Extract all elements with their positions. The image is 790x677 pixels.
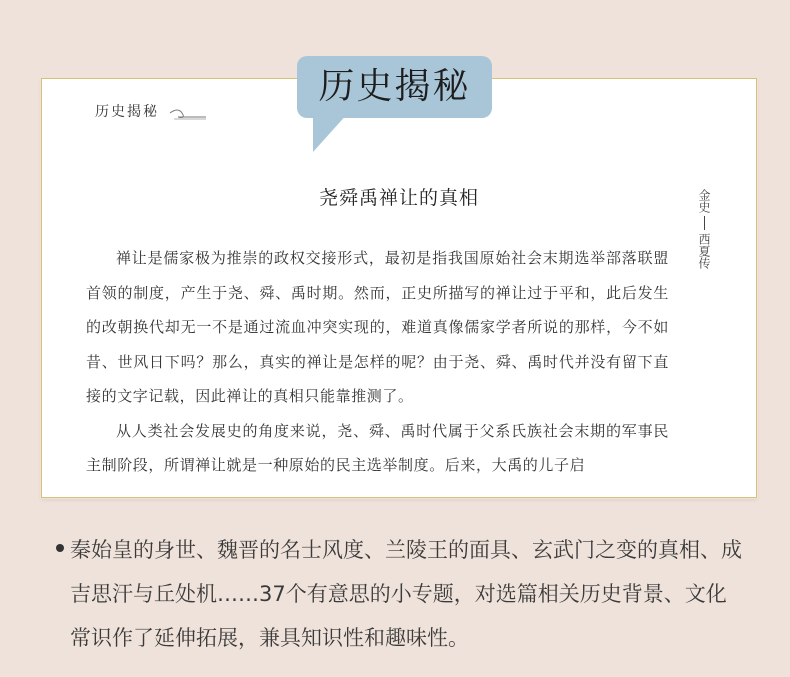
bubble-label: 历史揭秘 — [318, 66, 471, 107]
side-divider — [704, 216, 705, 230]
bullet-icon — [56, 544, 64, 552]
caption-text: 秦始皇的身世、魏晋的名士风度、兰陵王的面具、玄武门之变的真相、成吉思汗与丘处机……37个有意思的小专题，对选篇相关历史背景、文化常识作了延伸拓展，兼具知识性和趣味性。 — [70, 538, 742, 650]
side-book-name: 金史 — [697, 189, 711, 213]
side-source — [693, 189, 715, 269]
caption-block — [56, 528, 746, 660]
speech-bubble — [297, 56, 492, 118]
side-chapter-name: 西夏传 — [697, 233, 711, 269]
article-body — [86, 241, 669, 483]
article-title: 尧舜禹禅让的真相 — [318, 187, 479, 209]
book-page — [41, 78, 757, 498]
paragraph: 禅让是儒家极为推崇的政权交接形式，最初是指我国原始社会末期选举部落联盟首领的制度，产生于尧、舜、禹时期。然而，正史所描写的禅让过于平和，此后发生的改朝换代却无一不是通过流血冲突实现的，难道真像儒家学者所说的那样，今不如昔、世风日下吗？那么，真实的禅让是怎样的呢？由于尧、舜、禹时代并没有留下直接的文字记载，因此禅让的真相只能靠推测了。 — [86, 249, 669, 405]
paragraph: 从人类社会发展史的角度来说，尧、舜、禹时代属于父系氏族社会末期的军事民主制阶段，所谓禅让就是一种原始的民主选举制度。后来，大禹的儿子启 — [86, 421, 669, 474]
swirl-ornament-icon — [168, 105, 208, 125]
section-header: 历史揭秘 — [95, 104, 159, 120]
speech-bubble-tail — [313, 112, 349, 152]
